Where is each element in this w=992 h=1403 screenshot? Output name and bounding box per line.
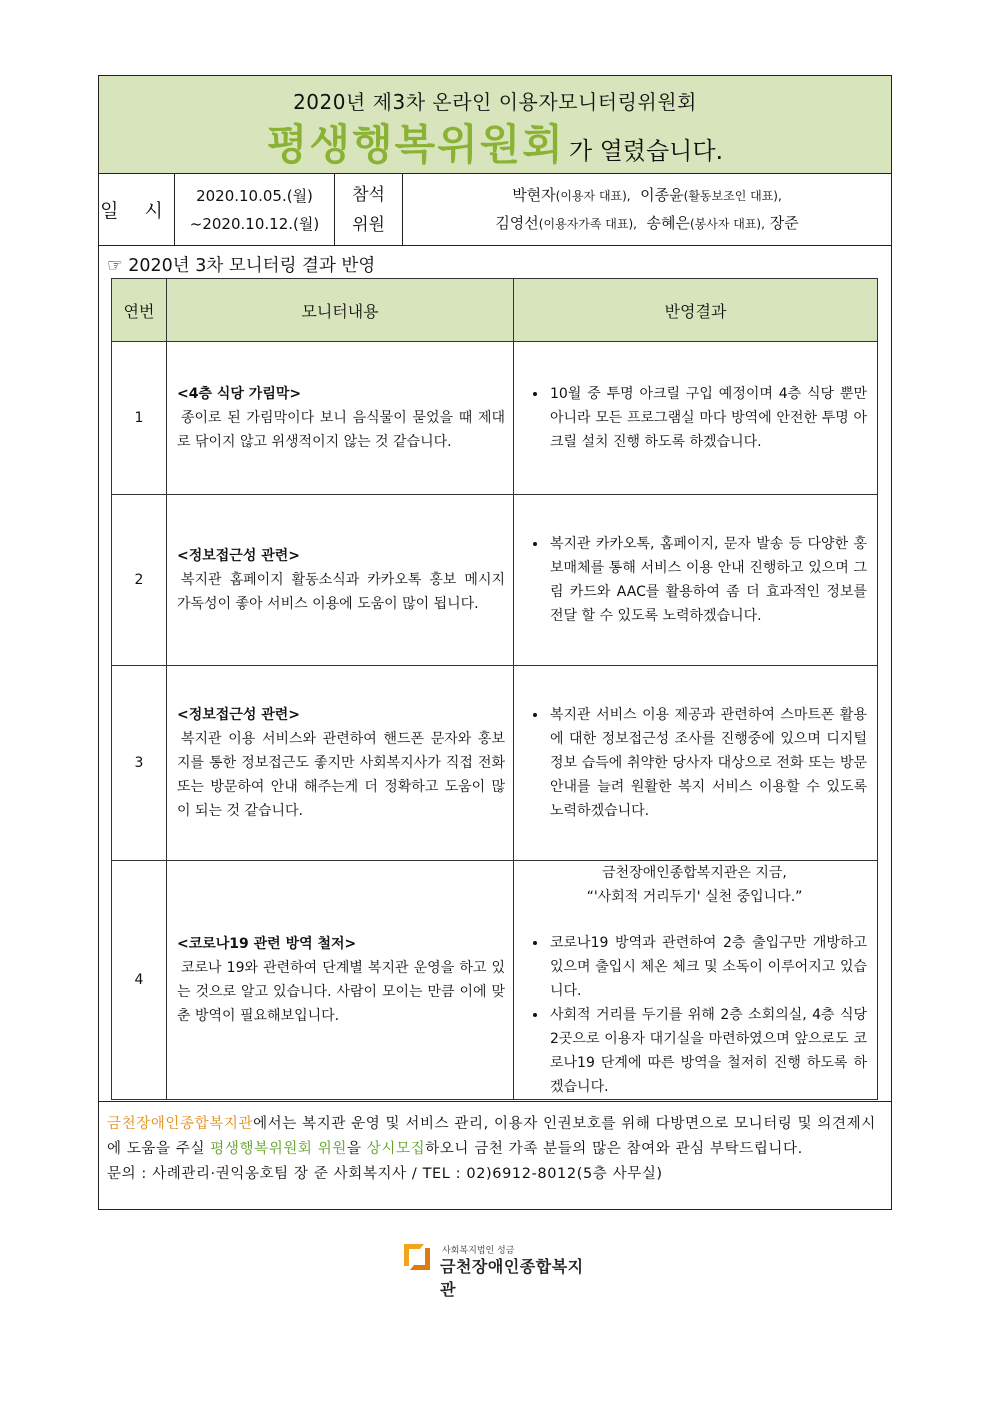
- result-item: • 사회적 거리를 두기를 위해 2층 소회의실, 4층 식당 2곳으로 이용자 대기실을 마련하였으며 앞으로도 코로나19 단계에 따른 방역을 철저히 진행 하도록 하겠습니다.: [548, 1003, 867, 1099]
- title-rest: 가 열렸습니다.: [568, 137, 724, 165]
- content-body: 복지관 이용 서비스와 관련하여 핸드폰 문자와 홍보지를 통한 정보접근도 좋지만 사회복지사가 직접 전화 또는 방문하여 안내 해주는게 더 정확하고 도움이 많이 되는 것 같습니다.: [177, 731, 505, 819]
- header-subtitle: 2020년 제3차 온라인 이용자모니터링위원회: [293, 90, 697, 114]
- footer-text-1: 에서는 복지관 운영 및 서비스 관리, 이용자 인권보호를 위해 다방면으로 모니터링 및 의견제시에 도움을 주실: [107, 1116, 876, 1157]
- notice-frame: [98, 75, 892, 1210]
- member-role: (이용자 대표),: [555, 188, 631, 203]
- result-item: • 복지관 서비스 이용 제공과 관련하여 스마트폰 활용에 대한 정보접근성 조사를 진행중에 있으며 디지털 정보 습득에 취약한 당사자 대상으로 전화 또는 방문 안내를 늘려 원활한 복지 서비스 이용할 수 있도록 노력하겠습니다.: [548, 703, 867, 823]
- members-line-1: [495, 182, 798, 210]
- notice-header: [99, 76, 891, 174]
- row-number: 2: [112, 495, 167, 666]
- committee-name: 평생행복위원회 위원: [210, 1141, 347, 1157]
- date-value: [175, 174, 335, 245]
- recruit-highlight: 상시모집: [366, 1141, 426, 1157]
- row-number: 1: [112, 342, 167, 495]
- result-notice-2: “'사회적 거리두기' 실천 중입니다.”: [586, 889, 803, 905]
- content-title: <정보접근성 관련>: [177, 707, 301, 723]
- table-row: [112, 666, 878, 861]
- content-title: <4층 식당 가림막>: [177, 386, 302, 402]
- result-list: [522, 532, 867, 628]
- footer-text-2: 을: [346, 1141, 367, 1157]
- member-name: 송혜은: [646, 213, 690, 232]
- column-header: 연번: [112, 279, 167, 342]
- result-list: [522, 382, 867, 454]
- table-row: [112, 495, 878, 666]
- member-role: (활동보조인 대표),: [683, 188, 782, 203]
- member-role: (봉사자 대표),: [689, 216, 765, 231]
- members-line-2: [495, 210, 798, 238]
- content-body: 종이로 된 가림막이다 보니 음식물이 묻었을 때 제대로 닦이지 않고 위생적이지 않는 것 같습니다.: [177, 410, 505, 450]
- row-number: 4: [112, 861, 167, 1100]
- table-row: [112, 342, 878, 495]
- members-label-2: 위원: [352, 214, 385, 235]
- logo-mark-icon: [402, 1240, 432, 1274]
- result-notice-1: 금천장애인종합복지관은 지금,: [602, 865, 787, 881]
- result-cell: [514, 495, 878, 666]
- content-title: <정보접근성 관련>: [177, 548, 301, 564]
- result-cell: [514, 666, 878, 861]
- contact-info: 문의 : 사례관리·권익옹호팀 장 준 사회복지사 / TEL : 02)6912-8012(5층 사무실): [107, 1166, 663, 1182]
- result-item: • 10월 중 투명 아크릴 구입 예정이며 4층 식당 뿐만 아니라 모든 프로그램실 마다 방역에 안전한 투명 아크릴 설치 진행 하도록 하겠습니다.: [548, 382, 867, 454]
- logo-subtitle: 사회복지법인 성금: [442, 1246, 515, 1256]
- member-name: 장준: [769, 213, 799, 232]
- meeting-info: [99, 174, 891, 246]
- result-list: [522, 931, 867, 1099]
- members-label: [335, 174, 403, 245]
- monitor-content: [167, 342, 514, 495]
- content-body: 복지관 홈페이지 활동소식과 카카오톡 홍보 메시지 가독성이 좋아 서비스 이용에 도움이 많이 됩니다.: [177, 572, 505, 612]
- organization-logo: [402, 1240, 592, 1299]
- row-number: 3: [112, 666, 167, 861]
- org-name: 금천장애인종합복지관: [107, 1116, 254, 1132]
- member-name: 김영선: [495, 213, 539, 232]
- section-title: ☞ 2020년 3차 모니터링 결과 반영: [107, 256, 376, 276]
- column-header: 모니터내용: [167, 279, 514, 342]
- date-label: 일 시: [99, 174, 175, 245]
- result-item: • 코로나19 방역과 관련하여 2층 출입구만 개방하고 있으며 출입시 체온 체크 및 소독이 이루어지고 있습니다.: [548, 931, 867, 1003]
- monitor-content: [167, 666, 514, 861]
- members-list: [403, 174, 891, 245]
- members-label-1: 참석: [352, 184, 385, 205]
- member-role: (이용자가족 대표),: [538, 216, 637, 231]
- result-list: [522, 703, 867, 823]
- recruitment-notice: [99, 1101, 891, 1209]
- result-item: • 복지관 카카오톡, 홈페이지, 문자 발송 등 다양한 홍보매체를 통해 서비스 이용 안내 진행하고 있으며 그림 카드와 AAC를 활용하여 좀 더 효과적인 정보를 전달 할 수 있도록 노력하겠습니다.: [548, 532, 867, 628]
- member-name: 이종윤: [640, 185, 684, 204]
- logo-name: 금천장애인종합복지관: [440, 1257, 584, 1299]
- date-end: ~2020.10.12.(월): [189, 214, 320, 233]
- column-header: 반영결과: [514, 279, 878, 342]
- table-row: [112, 861, 878, 1100]
- result-cell: [514, 861, 878, 1100]
- content-title: <코로나19 관련 방역 철저>: [177, 936, 357, 952]
- date-start: 2020.10.05.(월): [196, 186, 313, 205]
- title-highlight: 평생행복위원회: [266, 120, 565, 169]
- header-title: [99, 112, 891, 172]
- footer-text-3: 하오니 금천 가족 분들의 많은 참여와 관심 부탁드립니다.: [425, 1141, 803, 1157]
- table-header-row: [112, 279, 878, 342]
- content-body: 코로나 19와 관련하여 단계별 복지관 운영을 하고 있는 것으로 알고 있습니다. 사람이 모이는 만큼 이에 맞춘 방역이 필요해보입니다.: [177, 960, 505, 1024]
- member-name: 박현자: [512, 185, 556, 204]
- result-cell: [514, 342, 878, 495]
- monitoring-table: [111, 278, 878, 1100]
- monitor-content: [167, 495, 514, 666]
- monitor-content: [167, 861, 514, 1100]
